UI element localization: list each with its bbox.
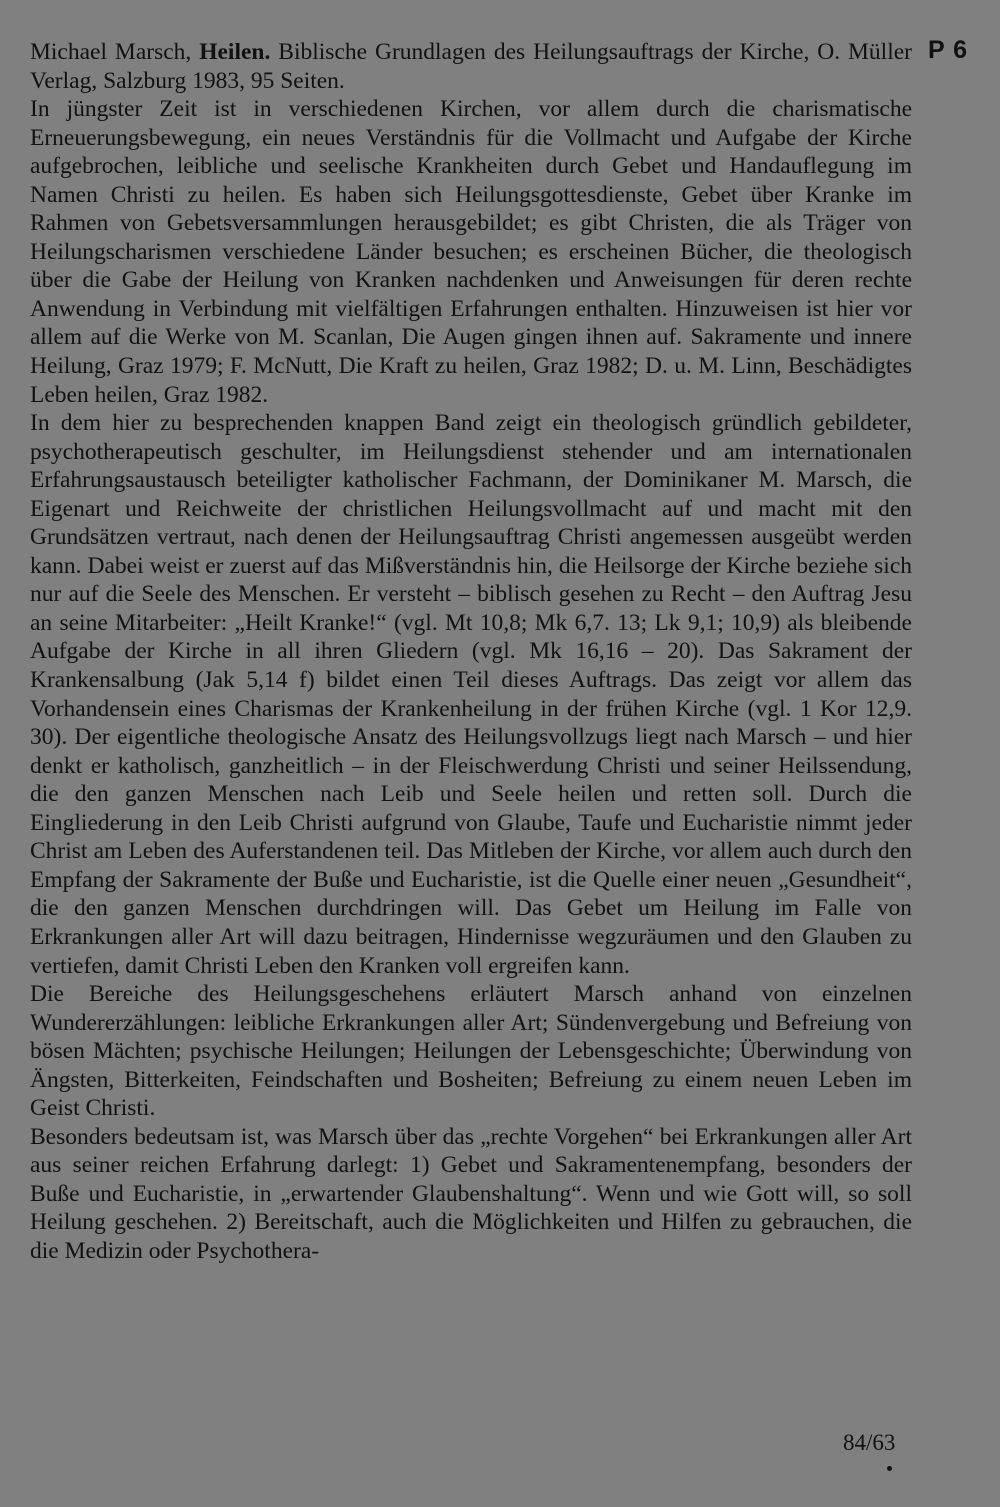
paragraph-2: In dem hier zu besprechenden knappen Band zeigt ein theologisch gründlich gebildeter, psychotherapeutisch geschulter, im Heilungsdienst stehender und am internationalen Erfahrungsaustausch beteiligter katholischer Fachmann, der Dominikaner M. Marsch, die Eigenart und Reichweite der christlichen Heilungsvollmacht auf und macht mit den Grundsätzen vertraut, nach denen der Heilungsauftrag Christi angemessen ausgeübt werden kann. Dabei weist er zuerst auf das Mißverständnis hin, die Heilsorge der Kirche beziehe sich nur auf die Seele des Menschen. Er versteht – biblisch gesehen zu Recht – den Auftrag Jesu an seine Mitarbeiter: „Heilt Kranke!“ (vgl. Mt 10,8; Mk 6,7. 13; Lk 9,1; 10,9) als bleibende Aufgabe der Kirche in all ihren Gliedern (vgl. Mk 16,16 – 20). Das Sakrament der Krankensalbung (Jak 5,14 f) bildet einen Teil dieses Auftrags. Das zeigt vor allem das Vorhandensein eines Charismas der Krankenheilung in der frühen Kirche (vgl. 1 Kor 12,9. 30). Der eigentliche theologische Ansatz des Heilungsvollzugs liegt nach Marsch – und hier denkt er katholisch, ganzheitlich – in der Fleischwerdung Christi und seiner Heilssendung, die den ganzen Menschen nach Leib und Seele heilen und retten soll. Durch die Eingliederung in den Leib Christi aufgrund von Glaube, Taufe und Eucharistie nimmt jeder Christ am Leben des Auferstandenen teil. Das Mitleben der Kirche, vor allem auch durch den Empfang der Sakramente der Buße und Eucharistie, ist die Quelle einer neuen „Gesundheit“, die den ganzen Menschen durchdringen will. Das Gebet um Heilung im Falle von Erkrankungen aller Art will dazu beitragen, Hindernisse wegzuräumen und den Glauben zu vertiefen, damit Christi Leben den Kranken voll ergreifen kann. — [30, 410, 912, 979]
book-citation — [30, 38, 912, 95]
paragraph-4: Besonders bedeutsam ist, was Marsch über das „rechte Vorgehen“ bei Erkrankungen aller Art aus seiner reichen Erfahrung darlegt: 1) Gebet und Sakramentenempfang, besonders der Buße und Eucharistie, in „erwartender Glaubenshaltung“. Wenn und wie Gott will, so soll Heilung geschehen. 2) Bereitschaft, auch die Möglichkeiten und Hilfen zu gebrauchen, die die Medizin oder Psychothera- — [30, 1123, 912, 1264]
section-mark: P 6 — [928, 36, 969, 64]
paragraph-3: Die Bereiche des Heilungsgeschehens erläutert Marsch anhand von einzelnen Wundererzählungen: leibliche Erkrankungen aller Art; Sündenvergebung und Befreiung von bösen Mächten; psychische Heilungen; Heilungen der Lebensgeschichte; Überwindung von Ängsten, Bitterkeiten, Feindschaften und Bosheiten; Befreiung zu einem neuen Leben im Geist Christi. — [30, 981, 912, 1122]
paragraph-1: In jüngster Zeit ist in verschiedenen Kirchen, vor allem durch die charismatische Erneuerungsbewegung, ein neues Verständnis für die Vollmacht und Aufgabe der Kirche aufgebrochen, leibliche und seelische Krankheiten durch Gebet und Handauflegung im Namen Christi zu heilen. Es haben sich Heilungsgottesdienste, Gebet über Kranke im Rahmen von Gebetsversammlungen herausgebildet; es gibt Christen, die als Träger von Heilungscharismen verschiedene Länder besuchen; es erscheinen Bücher, die theologisch über die Gabe der Heilung von Kranken nachdenken und Anweisungen für deren rechte Anwendung in Verbindung mit vielfältigen Erfahrungen enthalten. Hinzuweisen ist hier vor allem auf die Werke von M. Scanlan, Die Augen gingen ihnen auf. Sakramente und innere Heilung, Graz 1979; F. McNutt, Die Kraft zu heilen, Graz 1982; D. u. M. Linn, Beschädigtes Leben heilen, Graz 1982. — [30, 96, 912, 408]
page-number: 84/63 — [843, 1430, 896, 1455]
book-title: Heilen. — [199, 39, 271, 65]
review-body — [30, 95, 912, 1265]
dot-mark — [887, 1466, 892, 1471]
book-author: Michael Marsch, — [30, 39, 200, 65]
book-details: Biblische Grundlagen des Heilungsauftrags der Kirche, O. Müller Verlag, Salzburg 1983, 95 Seiten. — [30, 39, 912, 94]
review-page — [30, 38, 912, 1266]
